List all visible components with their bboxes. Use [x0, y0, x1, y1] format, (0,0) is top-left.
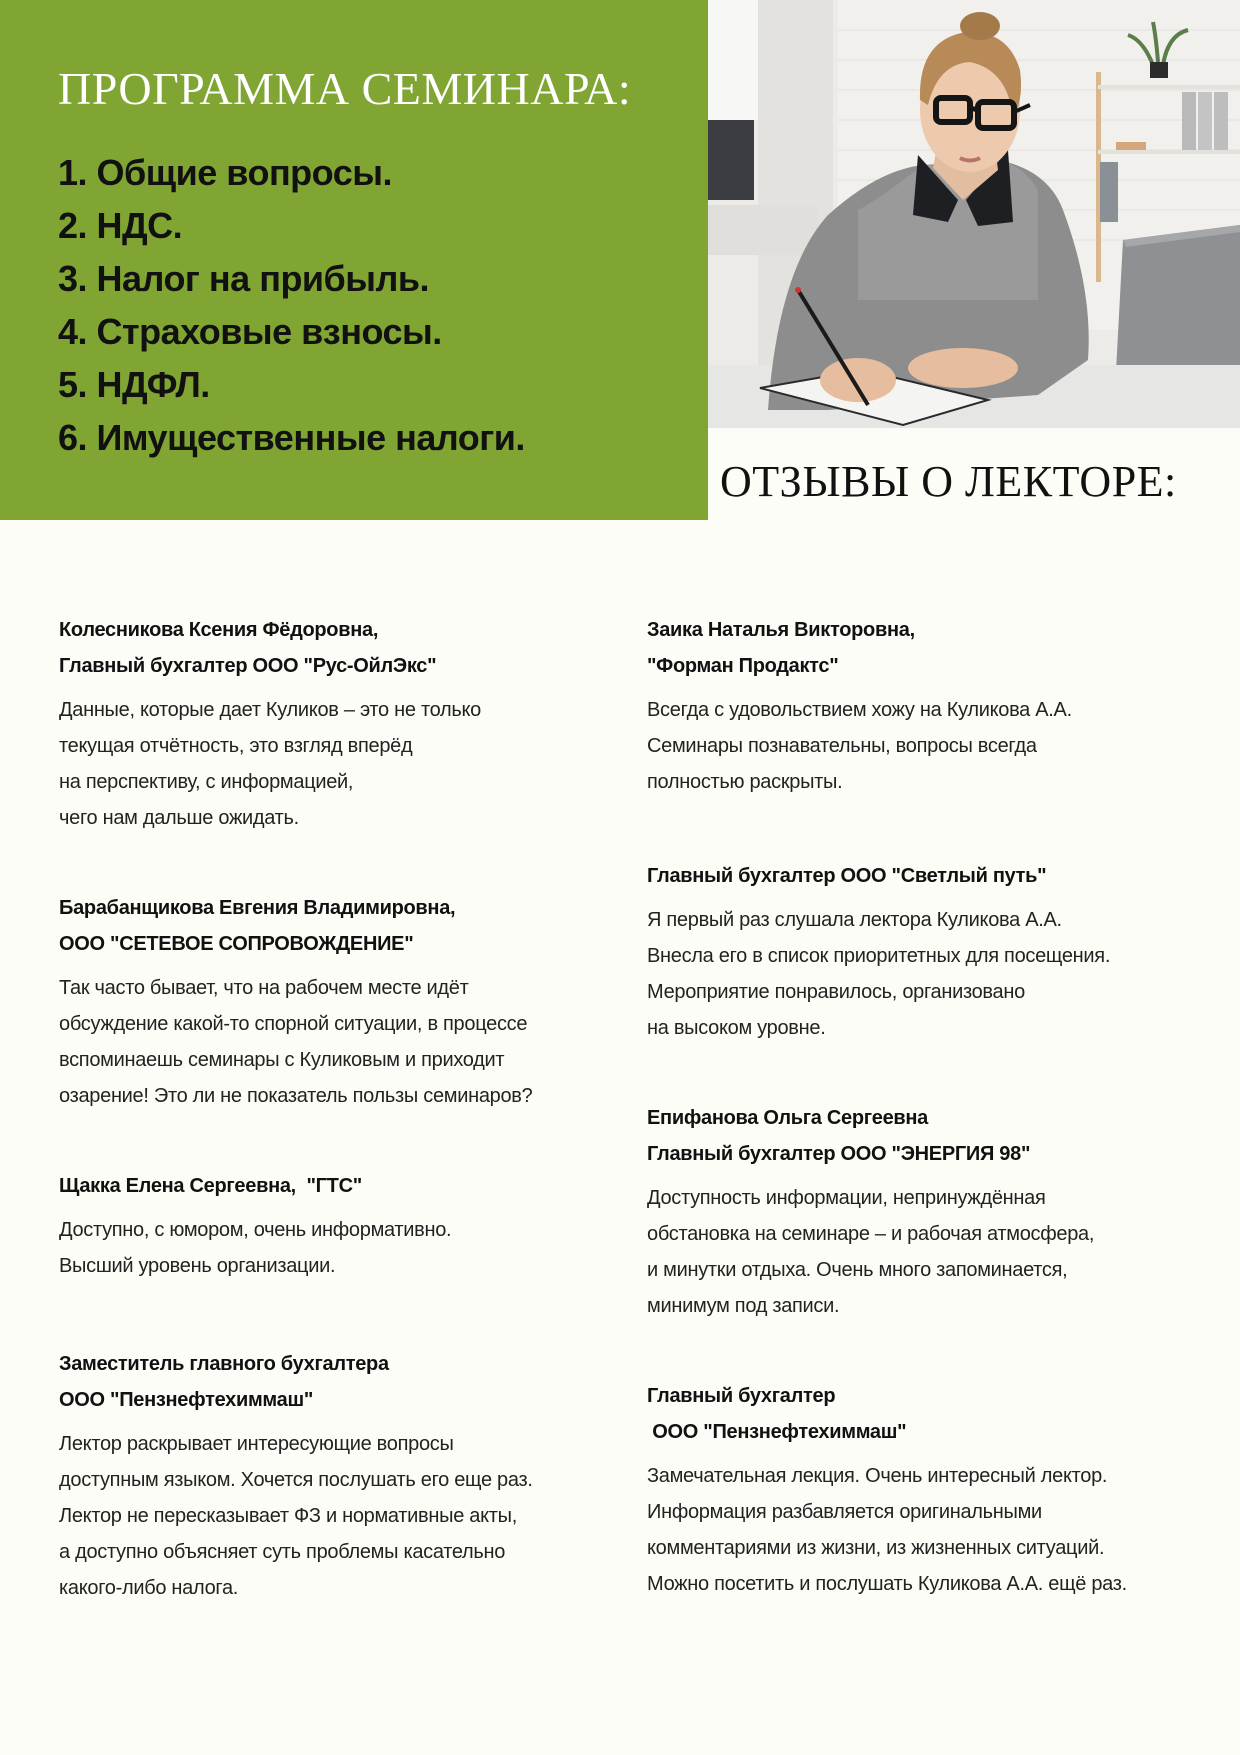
- program-item: 5. НДФЛ.: [58, 364, 210, 405]
- review-card: [59, 1346, 619, 1606]
- review-author: Заика Наталья Викторовна, "Форман Продактс": [647, 619, 915, 677]
- review-author: Главный бухгалтер ООО "Светлый путь": [647, 865, 1047, 887]
- program-title: ПРОГРАММА СЕМИНАРА:: [58, 63, 632, 114]
- program-panel: [0, 0, 708, 520]
- program-item: 3. Налог на прибыль.: [58, 258, 430, 299]
- review-text: Данные, которые дает Куликов – это не только текущая отчётность, это взгляд вперёд на перспективу, с информацией, чего нам дальше ожидать.: [59, 699, 481, 829]
- review-author: Щакка Елена Сергеевна, "ГТС": [59, 1175, 362, 1197]
- program-item: 4. Страховые взносы.: [58, 311, 442, 352]
- review-card: [59, 890, 619, 1114]
- review-card: [647, 858, 1207, 1046]
- review-text: Всегда с удовольствием хожу на Куликова А.А. Семинары познавательны, вопросы всегда полностью раскрыты.: [647, 699, 1072, 793]
- review-text: Замечательная лекция. Очень интересный лектор. Информация разбавляется оригинальными комментариями из жизни, из жизненных ситуаций. Можно посетить и послушать Куликова А.А. ещё раз.: [647, 1465, 1127, 1595]
- review-author: Барабанщикова Евгения Владимировна, ООО "СЕТЕВОЕ СОПРОВОЖДЕНИЕ": [59, 897, 456, 955]
- review-text: Так часто бывает, что на рабочем месте идёт обсуждение какой-то спорной ситуации, в процессе вспоминаешь семинары с Куликовым и приходит озарение! Это ли не показатель пользы семинаров?: [59, 977, 533, 1107]
- review-text: Лектор раскрывает интересующие вопросы доступным языком. Хочется послушать его еще раз. Лектор не пересказывает ФЗ и нормативные акты, а доступно объясняет суть проблемы касательно какого-либо налога.: [59, 1433, 533, 1599]
- review-author: Колесникова Ксения Фёдоровна, Главный бухгалтер ООО "Рус-ОйлЭкс": [59, 619, 437, 677]
- program-item: 6. Имущественные налоги.: [58, 417, 525, 458]
- review-card: [647, 1378, 1207, 1602]
- program-item: 1. Общие вопросы.: [58, 152, 392, 193]
- review-author: Главный бухгалтер ООО "Пензнефтехиммаш": [647, 1385, 907, 1443]
- woman-writing-photo: [708, 0, 1240, 428]
- program-item: 2. НДС.: [58, 205, 183, 246]
- reviews-title: ОТЗЫВЫ О ЛЕКТОРЕ:: [720, 457, 1177, 506]
- review-text: Доступность информации, непринуждённая обстановка на семинаре – и рабочая атмосфера, и минутки отдыха. Очень много запоминается, минимум под записи.: [647, 1187, 1095, 1317]
- review-author: Епифанова Ольга Сергеевна Главный бухгалтер ООО "ЭНЕРГИЯ 98": [647, 1107, 1031, 1165]
- review-card: [647, 612, 1207, 800]
- review-card: [59, 1168, 619, 1284]
- photo-illustration-icon: [708, 0, 1240, 428]
- review-card: [647, 1100, 1207, 1324]
- review-text: Я первый раз слушала лектора Куликова А.А. Внесла его в список приоритетных для посещения. Мероприятие понравилось, организовано на высоком уровне.: [647, 909, 1111, 1039]
- review-author: Заместитель главного бухгалтера ООО "Пензнефтехиммаш": [59, 1353, 389, 1411]
- review-text: Доступно, с юмором, очень информативно. Высший уровень организации.: [59, 1219, 452, 1277]
- program-list: [58, 146, 525, 464]
- review-card: [59, 612, 619, 836]
